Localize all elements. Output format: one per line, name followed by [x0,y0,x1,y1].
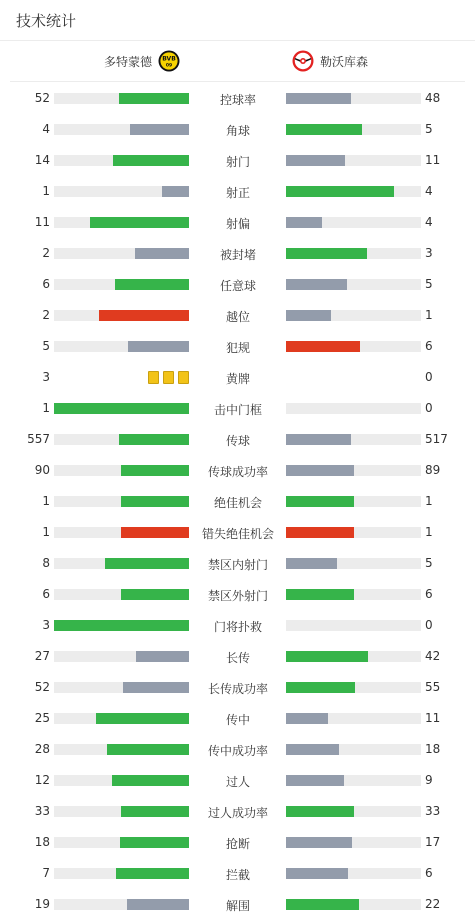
header [0,0,475,41]
stat-row [0,362,475,393]
away-bar-fill [286,217,322,228]
stat-row [0,207,475,238]
stat-label: 传中 [225,713,250,727]
away-value: 11 [425,711,441,725]
home-bar-fill [121,465,189,476]
stat-row [0,796,475,827]
home-bar-track [54,682,189,693]
stat-row [0,548,475,579]
home-value: 19 [34,897,50,911]
away-value: 0 [425,618,433,632]
stat-row [0,517,475,548]
home-bar-fill [112,775,189,786]
home-value: 5 [42,339,50,353]
away-bar-track [286,651,421,662]
stat-label: 禁区内射门 [207,558,268,572]
away-value: 0 [425,401,433,415]
yellow-card-icon [163,371,174,384]
away-bar-track [286,775,421,786]
away-bar-fill [286,310,331,321]
away-value: 1 [425,525,433,539]
home-bar-fill [121,527,189,538]
away-value: 48 [425,91,441,105]
stat-label: 长传成功率 [207,682,268,696]
stat-row [0,83,475,114]
home-value: 12 [34,773,50,787]
home-value: 90 [34,463,50,477]
home-bar-track [54,155,189,166]
away-bar-fill [286,868,348,879]
stat-label: 角球 [225,124,250,138]
home-value: 3 [42,618,50,632]
away-bar-fill [286,93,351,104]
away-bar-track [286,93,421,104]
home-team-name: 多特蒙德 [103,54,152,69]
home-value: 28 [34,742,50,756]
teams-header [10,41,465,82]
home-value: 1 [42,401,50,415]
stat-row [0,672,475,703]
away-bar-track [286,465,421,476]
home-bar-track [54,527,189,538]
stat-label: 任意球 [219,279,256,293]
away-bar-fill [286,124,362,135]
home-bar-fill [136,651,189,662]
away-bar-track [286,868,421,879]
home-bar-track [54,899,189,910]
away-value: 517 [425,432,448,446]
home-value: 2 [42,308,50,322]
stat-label: 过人成功率 [207,806,268,820]
away-bar-fill [286,465,354,476]
home-value: 18 [34,835,50,849]
away-bar-fill [286,248,367,259]
stat-label: 越位 [225,310,250,324]
home-bar-track [54,496,189,507]
home-value: 27 [34,649,50,663]
away-bar-fill [286,496,354,507]
home-bar-fill [113,155,189,166]
home-value: 11 [34,215,50,229]
away-value: 22 [425,897,441,911]
away-bar-fill [286,682,355,693]
away-bar-fill [286,527,354,538]
away-bar-track [286,310,421,321]
svg-text:09: 09 [165,63,173,69]
away-bar-fill [286,806,354,817]
away-value: 5 [425,556,433,570]
away-value: 55 [425,680,441,694]
home-team[interactable] [104,50,180,72]
away-value: 5 [425,277,433,291]
away-bar-track [286,837,421,848]
away-team[interactable] [292,50,368,72]
yellow-cards [148,371,189,384]
stat-label: 传球 [225,434,250,448]
home-bar-track [54,434,189,445]
away-value: 6 [425,339,433,353]
home-value: 1 [42,494,50,508]
home-value: 4 [42,122,50,136]
home-value: 7 [42,866,50,880]
away-bar-fill [286,186,394,197]
away-value: 5 [425,122,433,136]
home-bar-fill [115,279,189,290]
stat-label: 传中成功率 [207,744,268,758]
stat-label: 传球成功率 [207,465,268,479]
stat-label: 绝佳机会 [213,496,262,510]
home-bar-fill [127,899,189,910]
away-bar-fill [286,837,352,848]
stat-label: 长传 [225,651,250,665]
home-bar-track [54,217,189,228]
away-bar-track [286,713,421,724]
away-bar-track [286,217,421,228]
away-bar-track [286,558,421,569]
away-value: 4 [425,184,433,198]
home-value: 25 [34,711,50,725]
stat-label: 禁区外射门 [207,589,268,603]
away-bar-track [286,341,421,352]
away-value: 1 [425,494,433,508]
home-bar-track [54,465,189,476]
home-bar-track [54,620,189,631]
away-value: 17 [425,835,441,849]
away-value: 3 [425,246,433,260]
stat-row [0,610,475,641]
home-bar-track [54,806,189,817]
home-bar-track [54,124,189,135]
away-value: 11 [425,153,441,167]
stat-row [0,579,475,610]
stat-label: 击中门框 [213,403,262,417]
home-bar-fill [99,310,189,321]
away-bar-fill [286,713,328,724]
stat-row [0,331,475,362]
home-bar-fill [116,868,189,879]
stat-label: 被封堵 [219,248,256,262]
stat-row [0,393,475,424]
home-value: 1 [42,525,50,539]
away-bar-fill [286,589,354,600]
home-bar-track [54,248,189,259]
home-bar-fill [107,744,189,755]
stat-row [0,765,475,796]
stat-label: 射正 [225,186,250,200]
away-bar-fill [286,341,360,352]
stat-row [0,176,475,207]
home-bar-fill [128,341,189,352]
stat-row [0,889,475,920]
away-value: 1 [425,308,433,322]
stat-label: 抢断 [225,837,250,851]
stat-row [0,641,475,672]
stat-row [0,114,475,145]
away-bar-track [286,434,421,445]
home-value: 3 [42,370,50,384]
stat-row [0,424,475,455]
stat-label: 解围 [225,899,250,913]
home-bar-fill [54,620,189,631]
stat-label: 控球率 [219,93,256,107]
away-value: 18 [425,742,441,756]
home-bar-track [54,279,189,290]
home-bar-fill [121,496,189,507]
away-bar-track [286,899,421,910]
stat-label: 过人 [225,775,250,789]
home-value: 2 [42,246,50,260]
away-bar-track [286,620,421,631]
away-value: 89 [425,463,441,477]
away-bar-track [286,186,421,197]
home-value: 6 [42,277,50,291]
home-bar-fill [119,93,189,104]
away-value: 33 [425,804,441,818]
home-value: 14 [34,153,50,167]
home-bar-track [54,744,189,755]
home-bar-fill [119,434,189,445]
home-bar-fill [121,806,189,817]
away-value: 9 [425,773,433,787]
home-bar-track [54,310,189,321]
home-bar-fill [54,403,189,414]
away-value: 6 [425,587,433,601]
away-bar-fill [286,899,359,910]
home-bar-fill [162,186,189,197]
home-value: 6 [42,587,50,601]
bayer-leverkusen-logo-icon [292,50,314,72]
page-title: 技术统计 [16,12,77,30]
yellow-card-icon [178,371,189,384]
home-value: 1 [42,184,50,198]
home-bar-fill [90,217,189,228]
stat-label: 黄牌 [225,372,250,386]
away-value: 6 [425,866,433,880]
away-value: 4 [425,215,433,229]
home-bar-fill [105,558,189,569]
away-bar-track [286,527,421,538]
home-bar-track [54,651,189,662]
away-bar-track [286,279,421,290]
stat-label: 拦截 [225,868,250,882]
home-value: 33 [34,804,50,818]
home-bar-fill [135,248,189,259]
stat-row [0,827,475,858]
home-bar-fill [96,713,189,724]
home-value: 52 [34,91,50,105]
home-value: 8 [42,556,50,570]
away-bar-fill [286,744,339,755]
home-bar-fill [121,589,189,600]
home-bar-track [54,558,189,569]
away-bar-track [286,403,421,414]
yellow-card-icon [148,371,159,384]
away-bar-track [286,744,421,755]
stat-label: 错失绝佳机会 [201,527,274,541]
stat-row [0,734,475,765]
away-bar-track [286,248,421,259]
away-bar-fill [286,651,368,662]
away-bar-track [286,155,421,166]
stat-row [0,858,475,889]
stat-label: 犯规 [225,341,250,355]
home-value: 52 [34,680,50,694]
away-bar-track [286,124,421,135]
away-bar-track [286,682,421,693]
stat-row [0,455,475,486]
away-bar-fill [286,434,351,445]
home-bar-fill [120,837,189,848]
home-bar-track [54,186,189,197]
away-bar-fill [286,775,344,786]
stat-row [0,145,475,176]
away-value: 42 [425,649,441,663]
away-value: 0 [425,370,433,384]
away-bar-fill [286,558,337,569]
home-value: 557 [27,432,50,446]
stat-row [0,269,475,300]
home-bar-track [54,403,189,414]
away-bar-track [286,496,421,507]
home-bar-fill [123,682,189,693]
stat-row [0,238,475,269]
stat-row [0,486,475,517]
svg-text:BVB: BVB [162,55,176,63]
home-bar-track [54,93,189,104]
away-bar-fill [286,279,347,290]
home-bar-track [54,341,189,352]
home-bar-track [54,837,189,848]
stat-label: 门将扑救 [213,620,262,634]
stat-label: 射门 [225,155,250,169]
bvb-logo-icon [158,50,180,72]
away-bar-track [286,589,421,600]
home-bar-track [54,775,189,786]
home-bar-fill [130,124,189,135]
home-bar-track [54,589,189,600]
stat-row [0,300,475,331]
home-bar-track [54,713,189,724]
away-team-name: 勒沃库森 [320,54,369,69]
away-bar-track [286,806,421,817]
home-bar-track [54,868,189,879]
stat-row [0,703,475,734]
stat-label: 射偏 [225,217,250,231]
away-bar-fill [286,155,345,166]
